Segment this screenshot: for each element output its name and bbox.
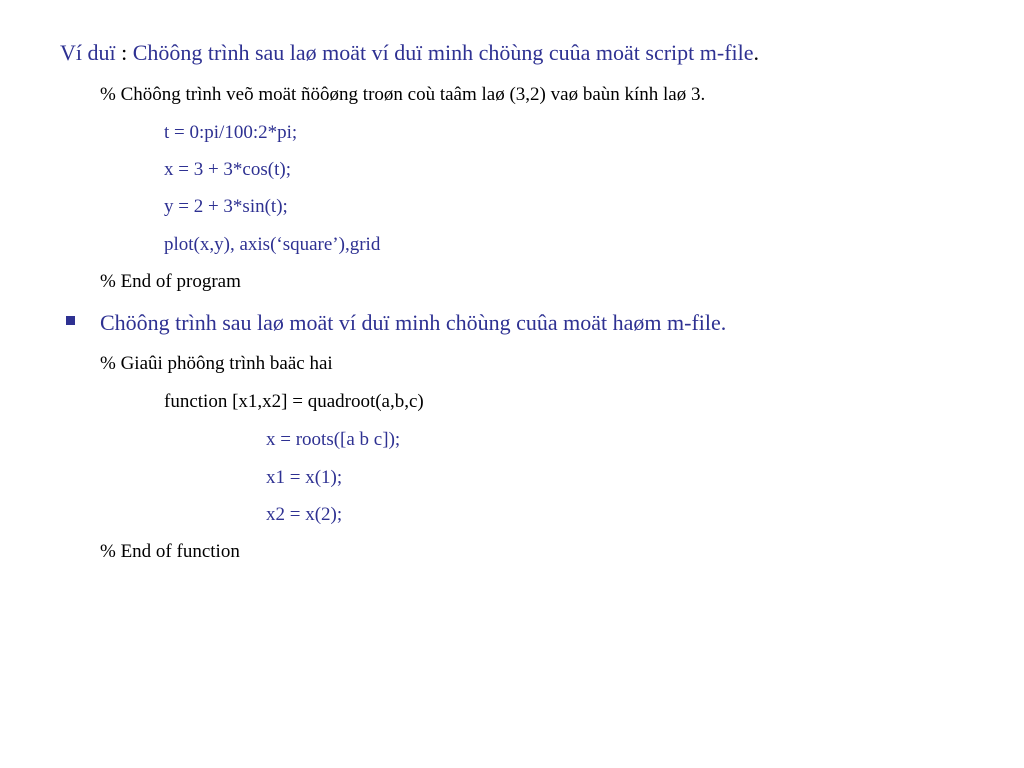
example-heading-text: Chöông trình sau laø moät ví duï minh chöùng cuûa moät script m-file [132, 40, 754, 65]
code-line: plot(x,y), axis(‘square’),grid [164, 234, 381, 255]
example-colon: : [115, 40, 133, 65]
function-body-line: x1 = x(1); [266, 467, 343, 488]
example-heading [60, 40, 759, 66]
function-comment: % Giaûi phöông trình baäc hai [100, 353, 333, 374]
code-line: x = 3 + 3*cos(t); [164, 159, 291, 180]
function-body-line: x = roots([a b c]); [266, 429, 401, 450]
code-line: y = 2 + 3*sin(t); [164, 196, 288, 217]
function-bullet-text: Chöông trình sau laø moät ví duï minh chöùng cuûa moät haøm m-file. [100, 310, 727, 335]
bullet-square-icon [66, 316, 75, 325]
function-body-line: x2 = x(2); [266, 504, 343, 525]
example-heading-period: . [753, 40, 760, 65]
script-end-comment: % End of program [100, 271, 241, 292]
code-line: t = 0:pi/100:2*pi; [164, 122, 298, 143]
script-comment: % Chöông trình veõ moät ñöôøng troøn coù taâm laø (3,2) vaø baùn kính laø 3. [100, 84, 706, 105]
example-label: Ví duï [60, 40, 116, 65]
function-end-comment: % End of function [100, 541, 240, 562]
function-signature: function [x1,x2] = quadroot(a,b,c) [164, 391, 424, 412]
